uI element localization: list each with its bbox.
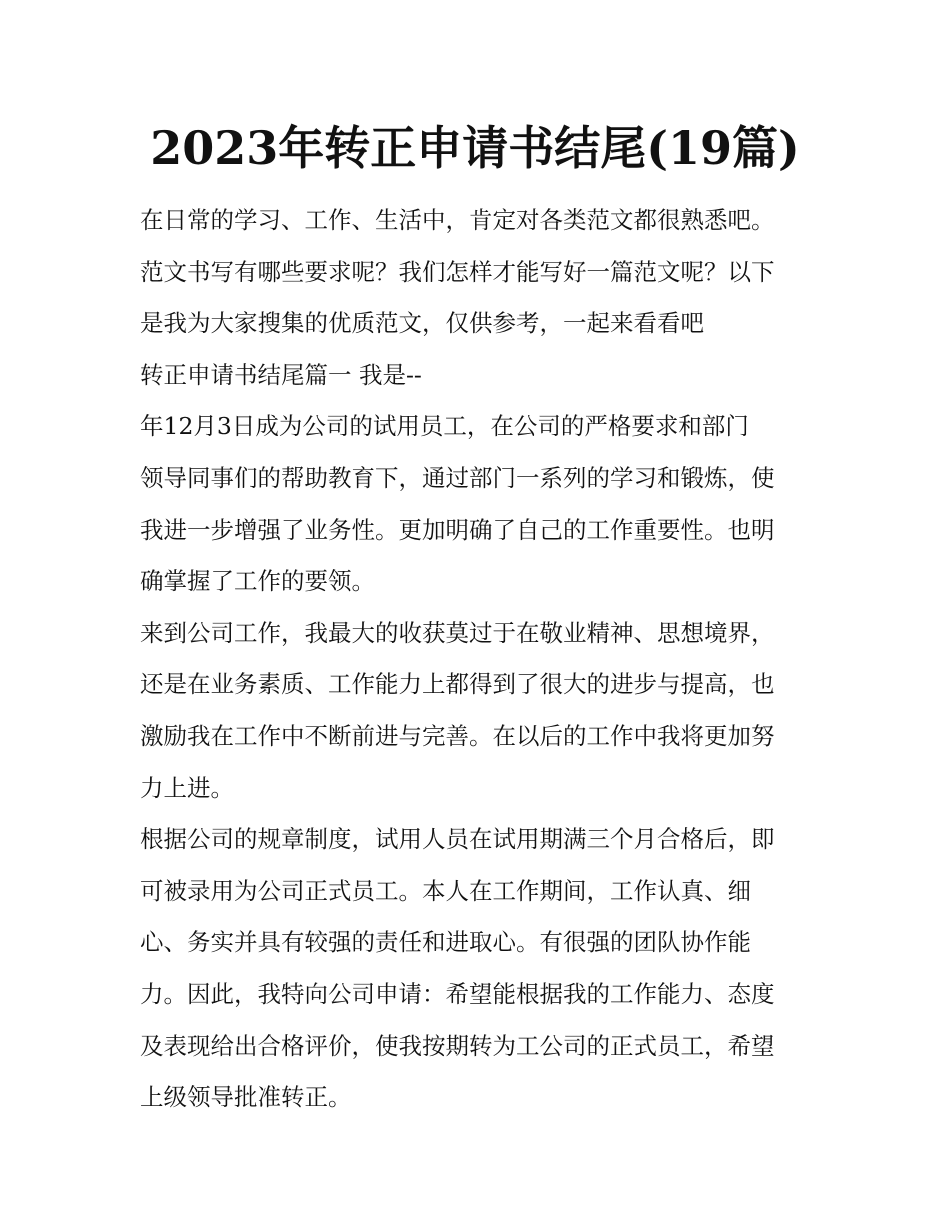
- text-line: 可被录用为公司正式员工。本人在工作期间，工作认真、细: [140, 876, 751, 905]
- text-line: 确掌握了工作的要领。: [140, 567, 375, 596]
- text-line: 力上进。: [140, 773, 234, 802]
- text-line: 还是在业务素质、工作能力上都得到了很大的进步与提高，也: [140, 670, 775, 699]
- text-line: 领导同事们的帮助教育下，通过部门一系列的学习和锻炼，使: [140, 463, 775, 492]
- text-line: 在日常的学习、工作、生活中，肯定对各类范文都很熟悉吧。: [140, 206, 775, 234]
- text-line: 心、务实并具有较强的责任和进取心。有很强的团队协作能: [140, 928, 751, 957]
- text-line: 根据公司的规章制度，试用人员在试用期满三个月合格后，即: [140, 825, 775, 854]
- text-line: 是我为大家搜集的优质范文，仅供参考，一起来看看吧: [140, 309, 704, 338]
- document-title: 2023年转正申请书结尾(19篇): [150, 121, 800, 175]
- section-heading-line: 转正申请书结尾篇一 我是--: [140, 360, 422, 389]
- text-line: 来到公司工作，我最大的收获莫过于在敬业精神、思想境界，: [140, 618, 775, 647]
- document-body: [140, 195, 812, 1124]
- text-line: 我进一步增强了业务性。更加明确了自己的工作重要性。也明: [140, 515, 775, 544]
- text-line: 力。因此，我特向公司申请：希望能根据我的工作能力、态度: [140, 979, 775, 1008]
- text-line: 激励我在工作中不断前进与完善。在以后的工作中我将更加努: [140, 721, 775, 750]
- text-line: 年12月3日成为公司的试用员工，在公司的严格要求和部门: [140, 412, 749, 441]
- text-line: 上级领导批准转正。: [140, 1083, 352, 1112]
- text-line: 及表现给出合格评价，使我按期转为工公司的正式员工，希望: [140, 1031, 775, 1060]
- text-line: 范文书写有哪些要求呢？我们怎样才能写好一篇范文呢？以下: [140, 257, 775, 286]
